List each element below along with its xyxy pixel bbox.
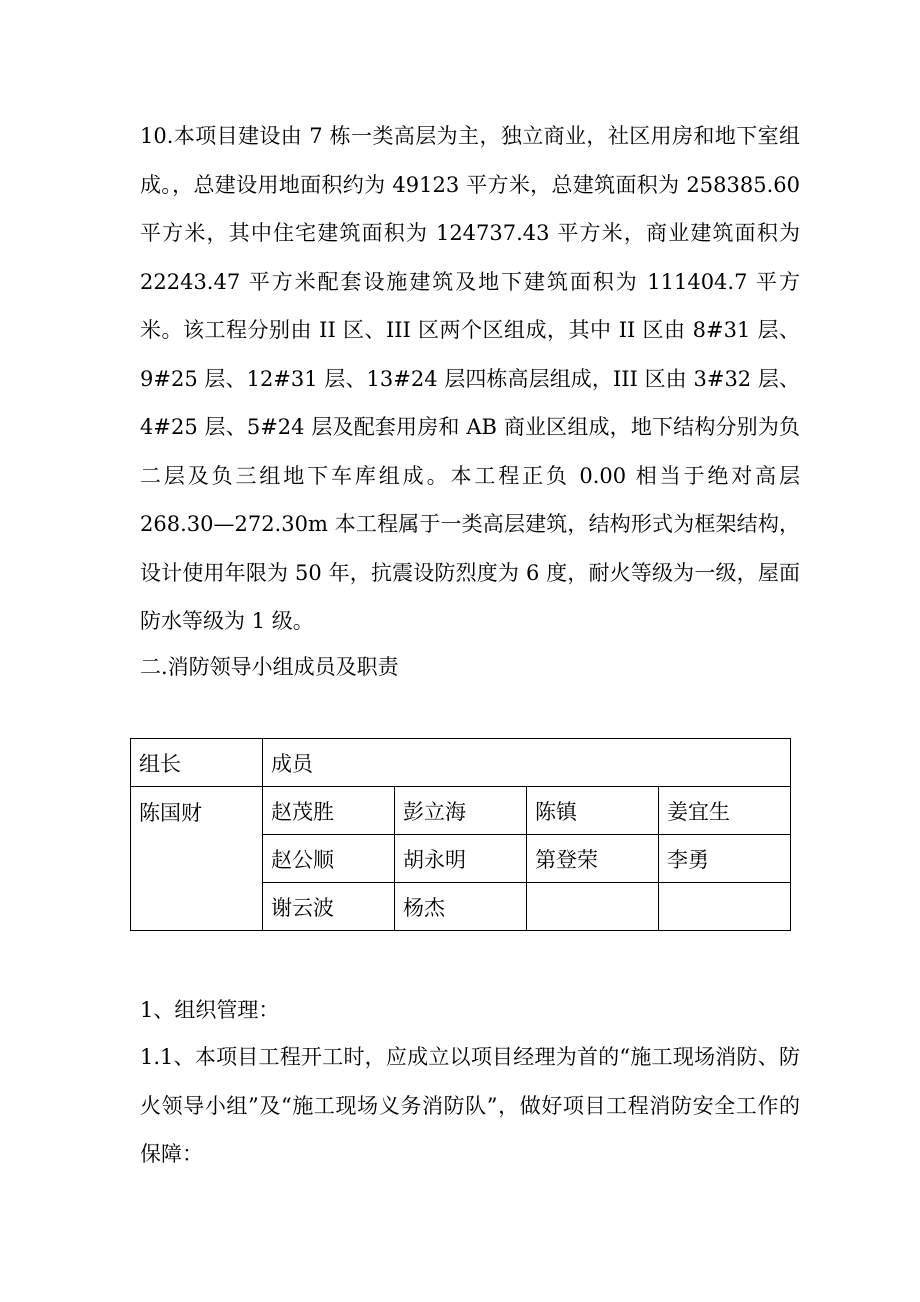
member-cell: 李勇 [659, 835, 791, 883]
member-cell: 杨杰 [395, 883, 527, 931]
header-members-cell: 成员 [263, 739, 791, 787]
leader-name-cell: 陈国财 [131, 787, 263, 931]
member-cell: 陈镇 [527, 787, 659, 835]
section-heading-fire-leadership-group: 二.消防领导小组成员及职责 [140, 655, 399, 679]
member-cell: 谢云波 [263, 883, 395, 931]
organization-management-heading: 1、组织管理： [140, 998, 280, 1022]
member-cell: 姜宜生 [659, 787, 791, 835]
table-row [131, 787, 791, 835]
member-cell: 赵公顺 [263, 835, 395, 883]
table-header-row [131, 739, 791, 787]
organization-management-paragraph: 1.1、本项目工程开工时，应成立以项目经理为首的“施工现场消防、防火领导小组”及“施工现场义务消防队”，做好项目工程消防安全工作的保障： [140, 1045, 800, 1166]
member-cell: 胡永明 [395, 835, 527, 883]
member-cell: 第登荣 [527, 835, 659, 883]
project-overview-paragraph: 10.本项目建设由 7 栋一类高层为主，独立商业，社区用房和地下室组成。，总建设用地面积约为 49123 平方米，总建筑面积为 258385.60 平方米，其中住宅建筑面积为 124737.43 平方米，商业建筑面积为 22243.47 平方米配套设施建筑及地下建筑面积为 111404.7 平方米。该工程分别由 II 区、III 区两个区组成，其中 II 区由 8#31 层、9#25 层、12#31 层、13#24 层四栋高层组成，III 区由 3#32 层、4#25 层、5#24 层及配套用房和 AB 商业区组成，地下结构分别为负二层及负三组地下车库组成。本工程正负 0.00 相当于绝对高层 268.30—272.30m 本工程属于一类高层建筑，结构形式为框架结构，设计使用年限为 50 年，抗震设防烈度为 6 度，耐火等级为一级，屋面防水等级为 1 级。 [140, 124, 800, 633]
member-cell-empty [527, 883, 659, 931]
member-cell: 赵茂胜 [263, 787, 395, 835]
member-cell: 彭立海 [395, 787, 527, 835]
member-cell-empty [659, 883, 791, 931]
header-leader-cell: 组长 [131, 739, 263, 787]
fire-leadership-members-table [130, 738, 791, 931]
